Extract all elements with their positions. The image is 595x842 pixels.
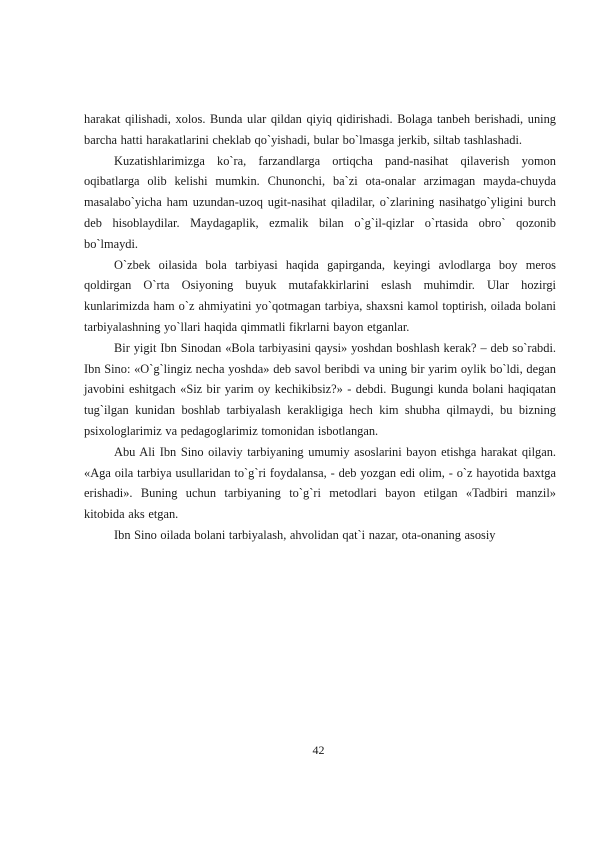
paragraph-family-education-basics: Abu Ali Ibn Sino oilaviy tarbiyaning umumiy asoslarini bayon etishga harakat qilgan. «Aga oila tarbiya usullaridan to`g`ri foydalansa, - deb yozgan edi olim, - o`z hayotida baxtga erishadi». Buning uchun tarbiyaning to`g`ri metodlari bayon etilgan «Tadbiri manzil» kitobida aks etgan. <box>84 444 556 522</box>
body-text <box>84 109 556 546</box>
paragraph-continuation: harakat qilishadi, xolos. Bunda ular qildan qiyiq qidirishadi. Bolaga tanbeh berishadi, uning barcha hatti harakatlarini cheklab qo`yishadi, bular bo`lmasga jerkib, siltab tashlashadi. <box>84 112 556 147</box>
paragraph-ibn-sino-parents: Ibn Sino oilada bolani tarbiyalash, ahvolidan qat`i nazar, ota-onaning asosiy <box>114 527 496 542</box>
paragraph-ibn-sino-story: Bir yigit Ibn Sinodan «Bola tarbiyasini qaysi» yoshdan boshlash kerak? – deb so`rabdi. Ibn Sino: «O`g`lingiz necha yoshda» deb savol beribdi va uning bir yarim oylik bo`ldi, degan javobini eshitgach «Siz bir yarim oy kechikibsiz?» - debdi. Bugungi kunda bolani haqiqatan tug`ilgan kunidan boshlab tarbiyalash kerakligiga hech kim shubha qilmaydi, bu bizning psixologlarimiz va pedagoglarimiz tomonidan isbotlangan. <box>84 340 556 438</box>
paragraph-upbringing-advice: Kuzatishlarimizga ko`ra, farzandlarga ortiqcha pand-nasihat qilaverish yomon oqibatlarga olib kelishi mumkin. Chunonchi, ba`zi ota-onalar arzimagan mayda-chuyda masalabo`yicha ham uzundan-uzoq ugit-nasihat qiladilar, o`zlarining nasihatgo`yligini burch deb hisoblaydilar. Maydagaplik, ezmalik bilan o`g`il-qizlar o`rtasida obro` qozonib bo`lmaydi. <box>84 153 556 251</box>
page-number: 42 <box>312 743 325 757</box>
paragraph-central-asian-thinkers: O`zbek oilasida bola tarbiyasi haqida gapirganda, keyingi avlodlarga boy meros qoldirgan O`rta Osiyoning buyuk mutafakkirlarini eslash muhimdir. Ular hozirgi kunlarimizda ham o`z ahmiyatini yo`qotmagan tarbiya, shaxsni kamol toptirish, oilada bolani tarbiyalashning yo`llari haqida qimmatli fikrlarni bayon etganlar. <box>84 257 556 334</box>
